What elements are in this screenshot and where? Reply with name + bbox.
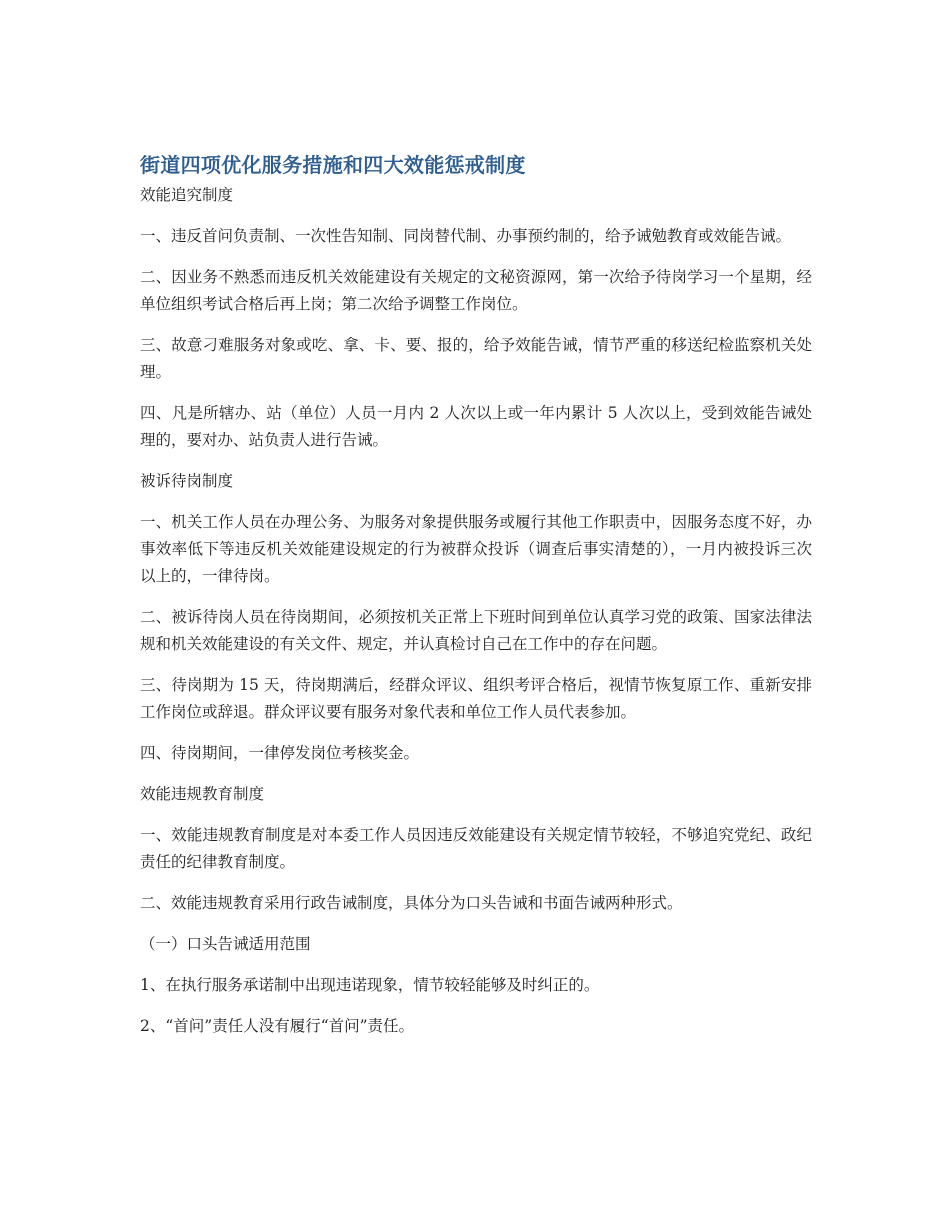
paragraph: 一、效能违规教育制度是对本委工作人员因违反效能建设有关规定情节较轻，不够追究党纪、政纪责任的纪律教育制度。: [140, 826, 812, 871]
section-heading-complaint-suspension: 被诉待岗制度: [140, 472, 234, 490]
section-heading-efficiency-accountability: 效能追究制度: [140, 186, 234, 204]
list-item: 1、在执行服务承诺制中出现违诺现象，情节较轻能够及时纠正的。: [140, 976, 600, 994]
paragraph: 二、被诉待岗人员在待岗期间，必须按机关正常上下班时间到单位认真学习党的政策、国家法律法规和机关效能建设的有关文件、规定，并认真检讨自己在工作中的存在问题。: [140, 608, 812, 653]
paragraph: 二、效能违规教育采用行政告诫制度，具体分为口头告诫和书面告诫两种形式。: [140, 894, 683, 912]
list-item: 2、“首问”责任人没有履行“首问”责任。: [140, 1017, 415, 1035]
paragraph: 四、待岗期间，一律停发岗位考核奖金。: [140, 744, 420, 762]
paragraph: 二、因业务不熟悉而违反机关效能建设有关规定的文秘资源网，第一次给予待岗学习一个星期，经单位组织考试合格后再上岗；第二次给予调整工作岗位。: [140, 268, 812, 313]
document-title: 街道四项优化服务措施和四大效能惩戒制度: [140, 153, 526, 177]
subsection-heading: （一）口头告诫适用范围: [140, 935, 311, 953]
paragraph: 四、凡是所辖办、站（单位）人员一月内 2 人次以上或一年内累计 5 人次以上，受到效能告诫处理的，要对办、站负责人进行告诫。: [140, 404, 812, 449]
paragraph: 三、故意刁难服务对象或吃、拿、卡、要、报的，给予效能告诫，情节严重的移送纪检监察机关处理。: [140, 336, 812, 381]
paragraph: 一、违反首问负责制、一次性告知制、同岗替代制、办事预约制的，给予诫勉教育或效能告诫。: [140, 227, 792, 245]
document-page: [140, 150, 812, 1054]
paragraph: 一、机关工作人员在办理公务、为服务对象提供服务或履行其他工作职责中，因服务态度不好，办事效率低下等违反机关效能建设规定的行为被群众投诉（调查后事实清楚的），一月内被投诉三次以上的，一律待岗。: [140, 513, 812, 585]
paragraph: 三、待岗期为 15 天，待岗期满后，经群众评议、组织考评合格后，视情节恢复原工作、重新安排工作岗位或辞退。群众评议要有服务对象代表和单位工作人员代表参加。: [140, 676, 812, 721]
section-heading-violation-education: 效能违规教育制度: [140, 785, 265, 803]
